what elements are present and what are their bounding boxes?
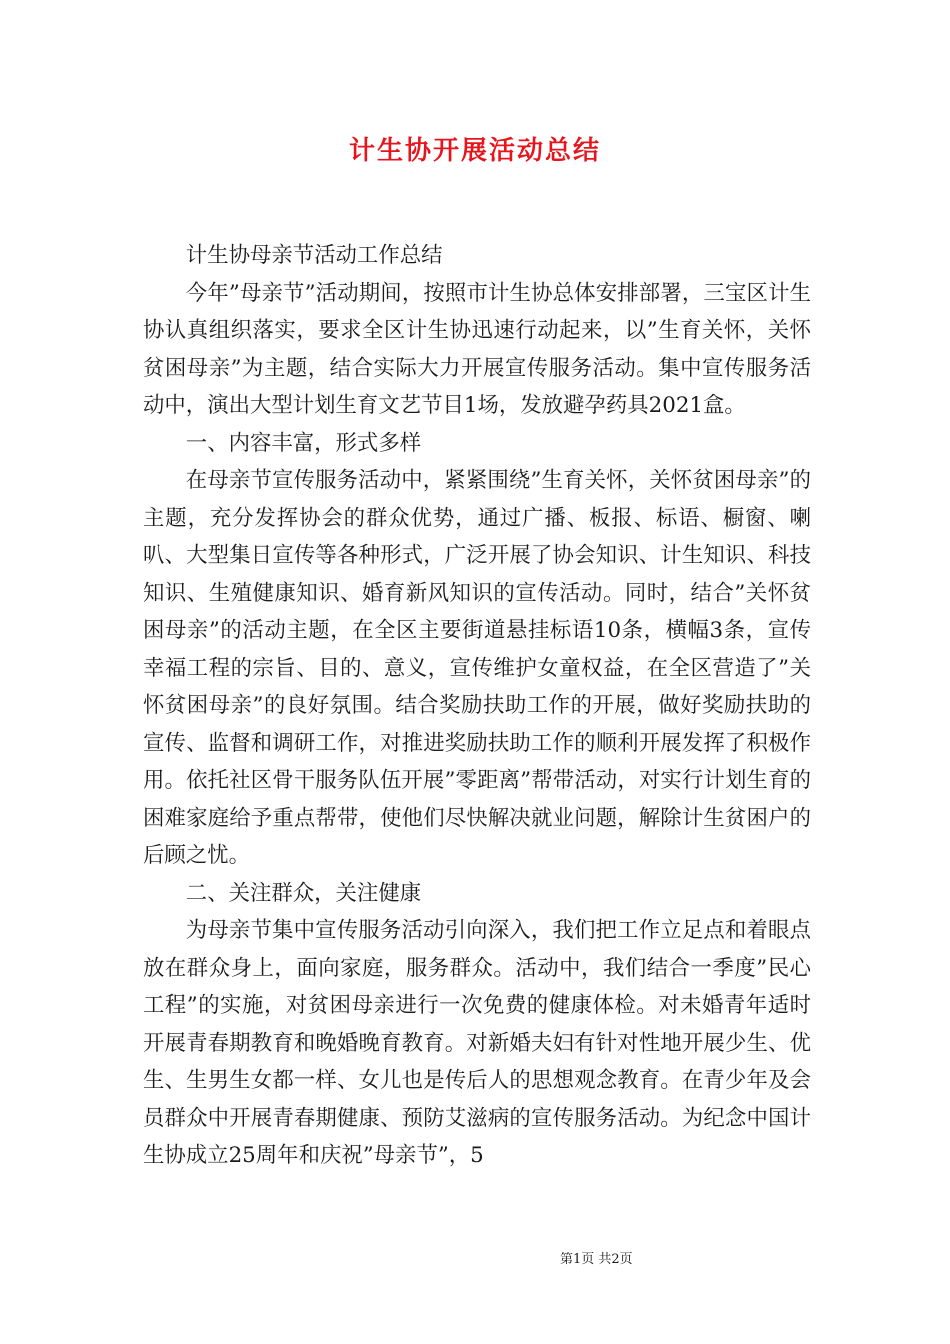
section-heading-1: 一、内容丰富，形式多样 [185,430,422,456]
paragraph-section-2: 为母亲节集中宣传服务活动引向深入，我们把工作立足点和着眼点放在群众身上，面向家庭，服务群众。活动中，我们结合一季度”民心工程”的实施，对贫困母亲进行一次免费的健康体检。对未婚青年适时开展青春期教育和晚婚晚育教育。对新婚夫妇有针对性地开展少生、优生、生男生女都一样、女儿也是传后人的思想观念教育。在青少年及会员群众中开展青春期健康、预防艾滋病的宣传服务活动。为纪念中国计生协成立25周年和庆祝”母亲节”，5 [143,918,811,1168]
document-title: 计生协开展活动总结 [348,136,601,166]
paragraph-intro: 今年”母亲节”活动期间，按照市计生协总体安排部署，三宝区计生协认真组织落实，要求全区计生协迅速行动起来，以”生育关怀，关怀贫困母亲”为主题，结合实际大力开展宣传服务活动。集中宣传服务活动中，演出大型计划生育文艺节目1场，发放避孕药具2021盒。 [143,280,811,418]
page-number-footer: 第1页 共2页 [560,1252,633,1267]
document-body [143,237,811,1175]
paragraph-section-1: 在母亲节宣传服务活动中，紧紧围绕”生育关怀，关怀贫困母亲”的主题，充分发挥协会的群众优势，通过广播、板报、标语、橱窗、喇叭、大型集日宣传等各种形式，广泛开展了协会知识、计生知识、科技知识、生殖健康知识、婚育新风知识的宣传活动。同时，结合”关怀贫困母亲”的活动主题，在全区主要街道悬挂标语10条，横幅3条，宣传幸福工程的宗旨、目的、意义，宣传维护女童权益，在全区营造了”关怀贫困母亲”的良好氛围。结合奖励扶助工作的开展，做好奖励扶助的宣传、监督和调研工作，对推进奖励扶助工作的顺利开展发挥了积极作用。依托社区骨干服务队伍开展”零距离”帮带活动，对实行计划生育的困难家庭给予重点帮带，使他们尽快解决就业问题，解除计生贫困户的后顾之忧。 [143,468,811,868]
section-heading-2: 二、关注群众，关注健康 [185,880,422,906]
document-subtitle: 计生协母亲节活动工作总结 [185,243,443,268]
